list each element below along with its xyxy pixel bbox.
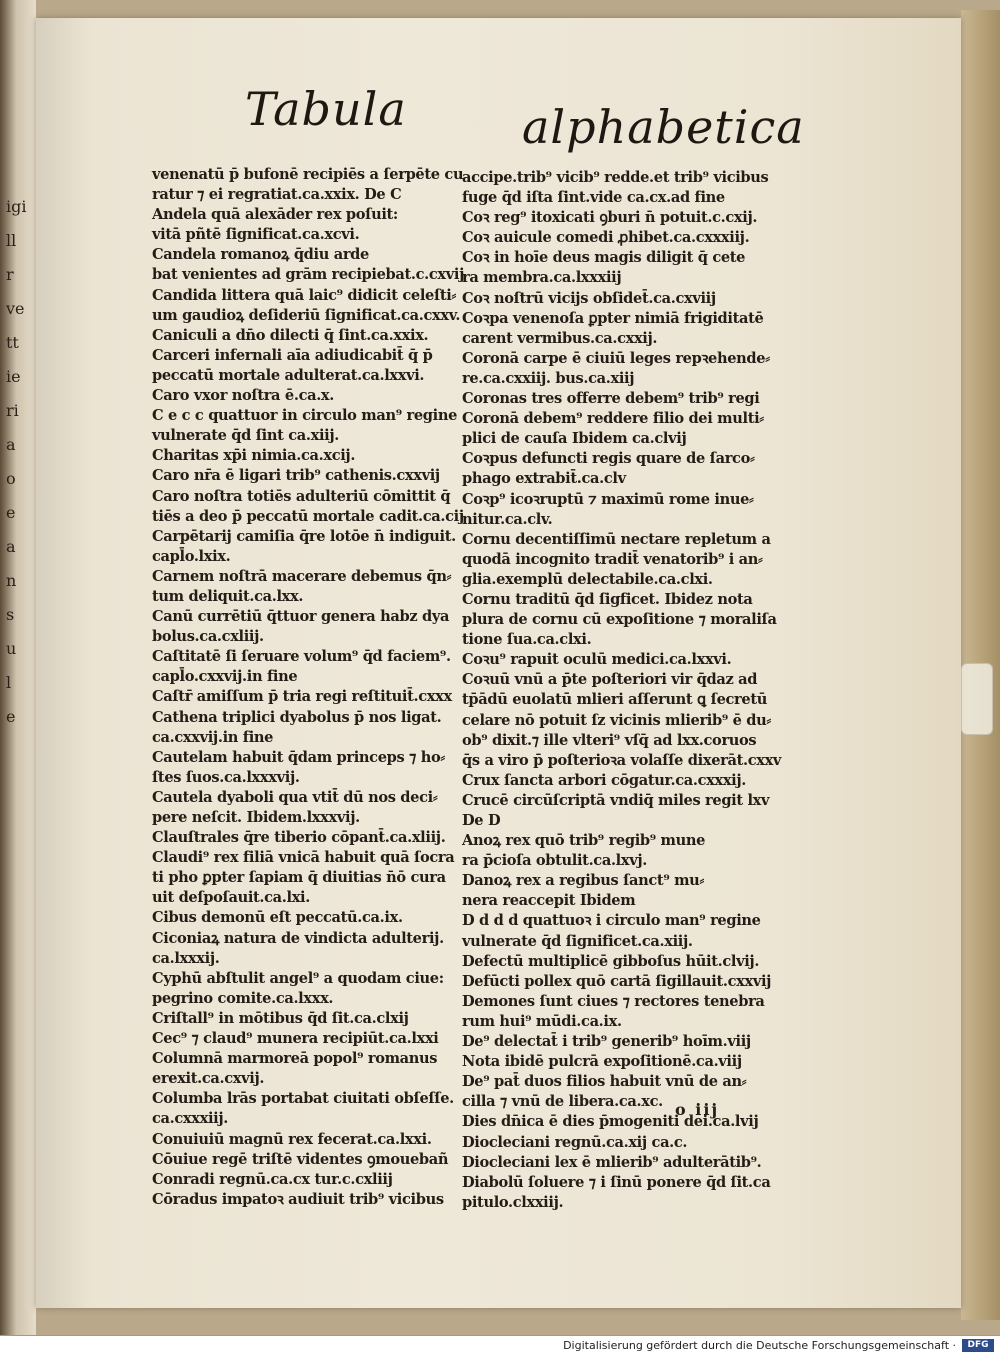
index-entry-line: rum hui⁹ mūdi.ca.ix. (462, 1012, 622, 1030)
index-entry-line: Charitas xp̄i nimia.ca.xcij. (152, 447, 356, 465)
left-leaf-fragment: ie (6, 367, 21, 386)
index-entry-line: ca.lxxxij. (152, 949, 220, 967)
index-entry-line: Coꝛ in hoīe deus magis diligit q̄ cete (462, 249, 746, 267)
index-entry-line: Diocleciani lex ē mlierib⁹ adulterātib⁹. (462, 1153, 762, 1171)
left-leaf-fragment: e (6, 503, 16, 522)
index-entry-line: Coronā debem⁹ reddere filio dei multi⸗ (462, 410, 764, 428)
index-entry-line: De⁹ pat̄ duos filios habuit vnū de an⸗ (462, 1073, 747, 1091)
index-entry-line: Carnem noſtrā macerare debemus q̄n⸗ (152, 567, 452, 585)
index-entry-line: nitur.ca.clv. (462, 510, 553, 528)
index-entry-line: bat venientes ad grām recipiebat.c.cxvij (152, 266, 465, 284)
running-head-right: alphabetica (522, 100, 805, 154)
left-leaf-fragment: o (6, 469, 16, 488)
index-entry-line: Caſtitatē ſi ſeruare volum⁹ q̄d faciem⁹. (152, 648, 451, 666)
left-leaf-fragment: igi (6, 197, 27, 216)
index-entry-line: bolus.ca.cxliij. (152, 628, 264, 646)
index-entry-line: vulnerate q̄d ſint ca.xiij. (152, 427, 339, 445)
index-entry-line: Coꝛuū vnū a p̄te poſteriori vir q̄daz ad (462, 671, 758, 689)
index-entry-line: Cornu decentiſſimū nectare repletum a (462, 530, 771, 548)
index-entry-line: Carceri infernali aīa adiudicabit̄ q̄ p̄ (152, 346, 433, 364)
index-entry-line: Candela romanoꝝ q̄diu arde (152, 246, 369, 264)
index-entry-line: q̄s a viro p̄ poſterioꝛa volaſſe dixerāt.cxxv (462, 751, 782, 769)
index-entry-line: tum deliquit.ca.lxx. (152, 587, 304, 605)
index-entry-line: ca.cxxxiij. (152, 1110, 229, 1128)
index-entry-line: um gaudioꝝ deſideriū ſignificat.ca.cxxv. (152, 306, 461, 324)
index-entry-line: pegrino comite.ca.lxxx. (152, 989, 334, 1007)
left-leaf-fragment: ri (6, 401, 19, 420)
left-page-edge (0, 0, 36, 1335)
left-leaf-fragment: ve (6, 299, 25, 318)
index-entry-line: capl̄o.cxxvij.in fine (152, 668, 298, 686)
index-entry-line: Cathena triplici dyabolus p̄ nos ligat. (152, 708, 442, 726)
index-entry-line: vulnerate q̄d ſignificet.ca.xiij. (462, 932, 693, 950)
index-entry-line: Diabolū ſoluere ⁊ i ſinū ponere q̄d ſit.ca (462, 1173, 771, 1191)
index-entry-line: carent vermibus.ca.cxxij. (462, 329, 658, 347)
funding-credit: Digitalisierung gefördert durch die Deutsche Forschungsgemeinschaft · (563, 1339, 956, 1352)
index-entry-line: Cautelam habuit q̄dam princeps ⁊ ho⸗ (152, 748, 445, 766)
left-leaf-text-fragments (6, 190, 30, 1090)
index-entry-line: peccatū mortale adulterat.ca.lxxvi. (152, 366, 425, 384)
index-entry-line: Diocleciani regnū.ca.xij ca.c. (462, 1133, 688, 1151)
index-entry-line: quodā incognito tradit̄ venatorib⁹ i an⸗ (462, 550, 763, 568)
index-entry-line: Cibus demonū eſt peccatū.ca.ix. (152, 909, 403, 927)
index-entry-line: Cōuiue regē triſtē videntes ꝯmouebañ (152, 1150, 449, 1168)
index-entry-line: Defectū multiplicē gibboſus hūit.clvij. (462, 952, 760, 970)
index-entry-line: tp̄ādū euolatū mlieri aſſerunt ꝗ ſecretū (462, 691, 767, 709)
index-entry-line: Cautela dyaboli qua vtit̄ dū nos deci⸗ (152, 788, 438, 806)
index-entry-line: ra p̄cioſa obtulit.ca.lxvj. (462, 852, 648, 870)
index-entry-line: ra membra.ca.lxxxiij (462, 269, 622, 287)
index-entry-line: D d d d quattuoꝛ i circulo man⁹ regine (462, 912, 761, 930)
index-entry-line: venenatū p̄ bufonē recipiēs a ſerpēte cu (152, 166, 464, 183)
index-column-left (152, 165, 465, 1210)
index-entry-line: Coꝛu⁹ rapuit oculū medici.ca.lxxvi. (462, 651, 732, 669)
index-entry-line: Caro nr̄a ē ligari trib⁹ cathenis.cxxvij (152, 467, 440, 485)
index-entry-line: Columba lrās portabat ciuitati obſeſſe. (152, 1090, 454, 1108)
index-entry-line: Carpētarij camiſia q̄re lotōe n̄ indiguit. (152, 527, 456, 545)
index-entry-line: Columnā marmoreā popol⁹ romanus (152, 1050, 438, 1068)
index-entry-line: fuge q̄d iſta ſint.vide ca.cx.ad fine (462, 189, 725, 207)
index-entry-line: Nota ibidē pulcrā expoſitionē.ca.viij (462, 1053, 742, 1071)
index-entry-line: uit deſpoſauit.ca.lxi. (152, 889, 310, 907)
paper-clip-tab (961, 663, 993, 735)
index-entry-line: Coꝛpa venenoſa ꝑpter nimiā frigiditatē (462, 309, 764, 327)
index-entry-line: De D (462, 812, 501, 829)
index-entry-line: ratur ⁊ ei regratiat.ca.xxix. De C (152, 186, 402, 204)
index-entry-line: accipe.trib⁹ vicib⁹ redde.et trib⁹ vicibus (462, 169, 769, 186)
index-entry-line: ob⁹ dixit.⁊ ille vlteri⁹ vſq̄ ad lxx.coruos (462, 731, 757, 749)
index-entry-line: De⁹ delectat̄ i trib⁹ generib⁹ hoīm.viij (462, 1033, 751, 1051)
index-entry-line: Crux ſancta arbori cōgatur.ca.cxxxij. (462, 771, 747, 789)
index-entry-line: Coꝛp⁹ icoꝛruptū ⁊ maximū rome inue⸗ (462, 490, 754, 508)
index-entry-line: erexit.ca.cxvij. (152, 1070, 265, 1088)
index-entry-line: ca.cxxvij.in fine (152, 728, 274, 746)
index-entry-line: Caro noſtra totiēs adulteriū cōmittit q̄ (152, 487, 451, 505)
index-entry-line: tiēs a deo p̄ peccatū mortale cadit.ca.cij (152, 507, 464, 525)
index-entry-line: ti pho ꝑpter ſapiam q̄ diuitias n̄ō cura (152, 869, 446, 887)
index-entry-line: Crucē circūſcriptā vndiq̄ miles regit lxv (462, 791, 770, 809)
index-entry-line: plura de cornu cū expoſitione ⁊ moraliſa (462, 611, 777, 629)
index-entry-line: Dies dn̄ica ē dies p̄mogeniti dei.ca.lvij (462, 1113, 759, 1131)
signature-mark: o iij (675, 1100, 720, 1119)
index-entry-line: plici de cauſa Ibidem ca.clvij (462, 430, 687, 448)
index-entry-line: Andela quā alexāder rex poſuit: (152, 206, 398, 224)
index-entry-line: Coꝛpus defuncti regis quare de ſarco⸗ (462, 450, 755, 468)
left-leaf-fragment: a (6, 435, 16, 454)
index-entry-line: celare nō potuit ſz vicinis mlierib⁹ ē du⸗ (462, 711, 771, 729)
index-entry-line: capl̄o.lxix. (152, 547, 231, 565)
index-entry-line: tione ſua.ca.clxi. (462, 631, 592, 649)
dfg-logo: DFG (962, 1339, 994, 1352)
index-entry-line: cilla ⁊ vnū de libera.ca.xc. (462, 1093, 663, 1111)
index-entry-line: Demones ſunt ciues ⁊ rectores tenebra (462, 992, 765, 1010)
footer-bar (0, 1335, 1000, 1356)
index-entry-line: Ciconiaꝝ natura de vindicta adulterij. (152, 929, 444, 947)
index-entry-line: glia.exemplū delectabile.ca.clxi. (462, 570, 713, 588)
index-entry-line: Cōradus impatoꝛ audiuit trib⁹ vicibus (152, 1190, 444, 1208)
index-entry-line: re.ca.cxxiij. bus.ca.xiij (462, 369, 635, 387)
index-entry-line: ſtes ſuos.ca.lxxxvij. (152, 768, 300, 786)
index-entry-line: pere neſcit. Ibidem.lxxxvij. (152, 809, 360, 826)
running-head-left: Tabula (245, 82, 407, 136)
index-entry-line: Conuiuiū magnū rex fecerat.ca.lxxi. (152, 1130, 432, 1148)
index-entry-line: Clauſtrales q̄re tiberio cōpant̄.ca.xliij. (152, 829, 446, 847)
index-column-right (462, 168, 782, 1213)
left-leaf-fragment: n (6, 571, 17, 590)
left-leaf-fragment: a (6, 537, 16, 556)
index-entry-line: vitā pñtē ſignificat.ca.xcvi. (152, 226, 360, 244)
index-entry-line: pitulo.clxxiij. (462, 1193, 564, 1211)
index-entry-line: Caniculi a dn̄o dilecti q̄ ſint.ca.xxix. (152, 326, 429, 344)
index-entry-line: Candida littera quā laic⁹ didicit celeſti⸗ (152, 286, 456, 304)
index-entry-line: Danoꝝ rex a regibus ſanct⁹ mu⸗ (462, 872, 704, 890)
index-entry-line: Canū currētiū q̄ttuor genera habz dya (152, 608, 450, 626)
index-entry-line: Coronas tres offerre debem⁹ trib⁹ regi (462, 390, 760, 408)
index-entry-line: Coꝛ reg⁹ itoxicati ꝯburi n̄ potuit.c.cxij. (462, 209, 758, 227)
index-entry-line: Criſtall⁹ in mōtibus q̄d ſit.ca.clxij (152, 1009, 409, 1027)
left-leaf-fragment: ll (6, 231, 17, 250)
left-leaf-fragment: u (6, 639, 17, 658)
left-leaf-fragment: r (6, 265, 14, 284)
index-entry-line: Anoꝝ rex quō trib⁹ regib⁹ mune (462, 832, 706, 850)
index-entry-line: Conradi regnū.ca.cx tur.c.cxliij (152, 1170, 393, 1188)
index-entry-line: Cyphū abſtulit angel⁹ a quodam ciue: (152, 969, 444, 987)
index-entry-line: nera reaccepit Ibidem (462, 892, 636, 910)
left-leaf-fragment: s (6, 605, 15, 624)
index-entry-line: Cec⁹ ⁊ claud⁹ munera recipiūt.ca.lxxi (152, 1030, 439, 1048)
index-entry-line: Caro vxor noſtra ē.ca.x. (152, 387, 335, 405)
index-entry-line: Caſtr̄ amiſſum p̄ tria regi reſtituit̄.cxxx (152, 688, 452, 706)
index-entry-line: phago extrabit̄.ca.clv (462, 470, 626, 488)
index-entry-line: Coronā carpe ē ciuiū leges repꝛehende⸗ (462, 349, 770, 367)
left-leaf-fragment: tt (6, 333, 19, 352)
left-leaf-fragment: e (6, 707, 16, 726)
index-entry-line: Coꝛ noſtrū vicijs obſidet̄.ca.cxviij (462, 289, 716, 307)
index-entry-line: Defūcti pollex quō cartā ſigillauit.cxxvij (462, 972, 772, 990)
index-entry-line: Claudi⁹ rex filiā vnicā habuit quā ſocra (152, 849, 455, 867)
index-entry-line: Cornu traditū q̄d ſigficet. Ibidez nota (462, 590, 753, 608)
left-leaf-fragment: l (6, 673, 12, 692)
index-entry-line: Coꝛ auicule comedi ꝓhibet.ca.cxxxiij. (462, 229, 750, 247)
index-entry-line: C e c c quattuor in circulo man⁹ regine (152, 407, 458, 425)
